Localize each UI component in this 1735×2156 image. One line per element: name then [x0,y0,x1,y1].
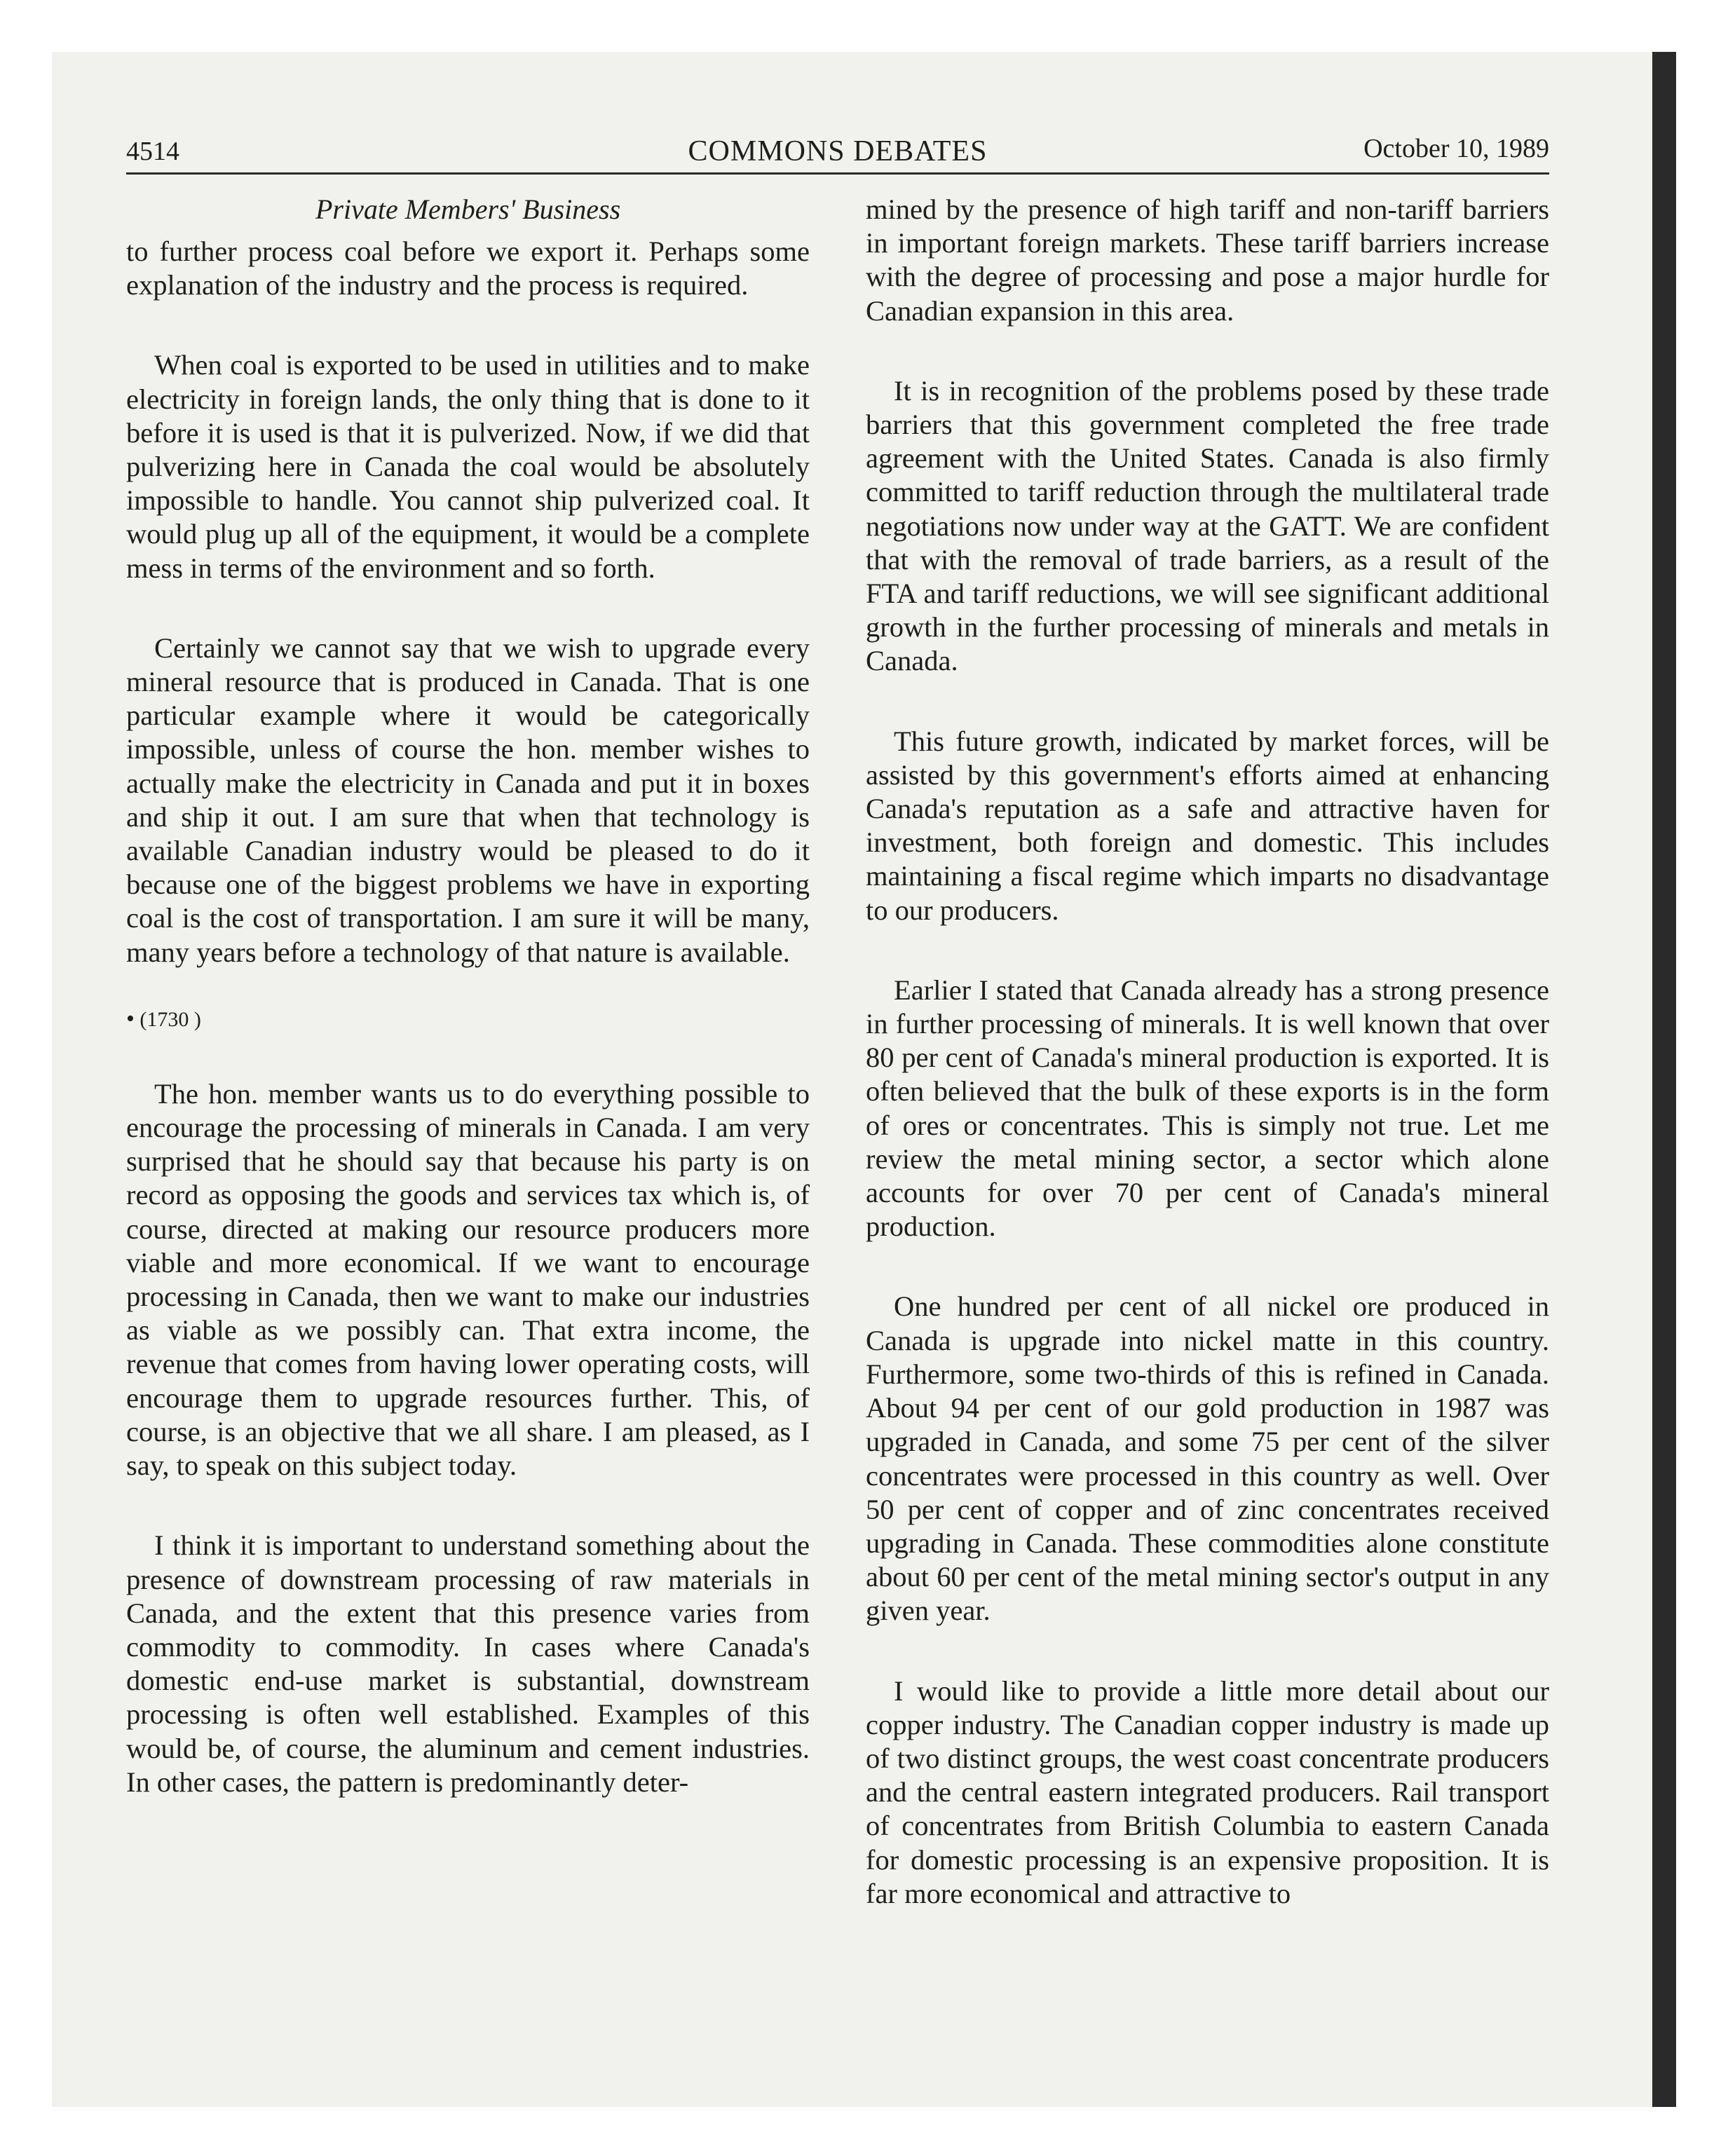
scan-edge-shadow [1652,52,1676,2107]
journal-title: COMMONS DEBATES [688,135,988,168]
paragraph: I think it is important to understand something about the presence of downstream processing of raw materials in Canada, and the extent that this presence varies from commodity to commodity. In cases where Canada's domestic end-use market is substantial, downstream processing is often well established. Examples of this would be, of course, the aluminum and cement industries. In other cases, the pattern is predominantly deter- [126,1529,810,1798]
paragraph: I would like to provide a little more detail about our copper industry. The Canadian copper industry is made up of two distinct groups, the west coast concentrate producers and the central eastern integrated producers. Rail transport of concentrates from British Columbia to eastern Canada for domestic processing is an expensive proposition. It is far more economical and attractive to [866,1674,1549,1909]
paragraph: Certainly we cannot say that we wish to upgrade every mineral resource that is produced in Canada. That is one particular example where it would be categorically impossible, unless of course the hon. member wishes to actually make the electricity in Canada and put it in boxes and ship it out. I am sure that when that technology is available Canadian industry would be pleased to do it because one of the biggest problems we have in exporting coal is the cost of transportation. I am sure it will be many, many years before a technology of that nature is available. [126,632,810,968]
bullet-icon: • [126,1005,135,1032]
paragraph: One hundred per cent of all nickel ore produced in Canada is upgrade into nickel matte in this country. Furthermore, some two-thirds of this is refined in Canada. About 94 per cent of our gold production in 1987 was upgraded in Canada, and some 75 per cent of the silver concentrates were processed in this country as well. Over 50 per cent of copper and of zinc concentrates received upgrading in Canada. These commodities alone constitute about 60 per cent of the metal mining sector's output in any given year. [866,1290,1549,1627]
paragraph: When coal is exported to be used in utilities and to make electricity in foreign lands, the only thing that is done to it before it is used is that it is pulverized. Now, if we did that pulverizing here in Canada the coal would be absolutely impossible to handle. You cannot ship pulverized coal. It would plug up all of the equipment, it would be a complete mess in terms of the environment and so forth. [126,349,810,584]
document-page [126,119,1549,1957]
page-number: 4514 [126,137,179,166]
paragraph: to further process coal before we export it. Perhaps some explanation of the industry and the process is required. [126,236,810,301]
left-column [126,235,810,1957]
paragraph: It is in recognition of the problems posed by these trade barriers that this government completed the free trade agreement with the United States. Canada is also firmly committed to tariff reduction through the multilateral trade negotiations now under way at the GATT. We are confident that with the removal of trade barriers, as a result of the FTA and tariff reductions, we will see significant additional growth in the further processing of minerals and metals in Canada. [866,374,1549,677]
paragraph: This future growth, indicated by market forces, will be assisted by this government's efforts aimed at enhancing Canada's reputation as a safe and attractive haven for investment, both foreign and domestic. This includes maintaining a fiscal regime which imparts no disadvantage to our producers. [866,725,1549,926]
time-marker-text: (1730 ) [140,1007,201,1031]
right-column [866,193,1549,1957]
paragraph: Earlier I stated that Canada already has a strong presence in further processing of minerals. It is well known that over 80 per cent of Canada's mineral production is exported. It is often believed that the bulk of these exports is in the form of ores or concentrates. This is simply not true. Let me review the metal mining sector, a sector which alone accounts for over 70 per cent of Canada's mineral production. [866,974,1549,1243]
paragraph: mined by the presence of high tariff and non-tariff barriers in important foreign markets. These tariff barriers increase with the degree of processing and pose a major hurdle for Canadian expansion in this area. [866,193,1549,327]
page-header [126,119,1549,175]
header-date: October 10, 1989 [1363,134,1549,163]
section-title: Private Members' Business [315,193,621,225]
time-marker [126,1006,810,1032]
paragraph: The hon. member wants us to do everything possible to encourage the processing of minerals in Canada. I am very surprised that he should say that because his party is on record as opposing the goods and services tax which is, of course, directed at making our resource producers more viable and more economical. If we want to encourage processing in Canada, then we want to make our industries as viable as we possibly can. That extra income, the revenue that comes from having lower operating costs, will encourage them to upgrade resources further. This, of course, is an objective that we all share. I am pleased, as I say, to speak on this subject today. [126,1077,810,1482]
